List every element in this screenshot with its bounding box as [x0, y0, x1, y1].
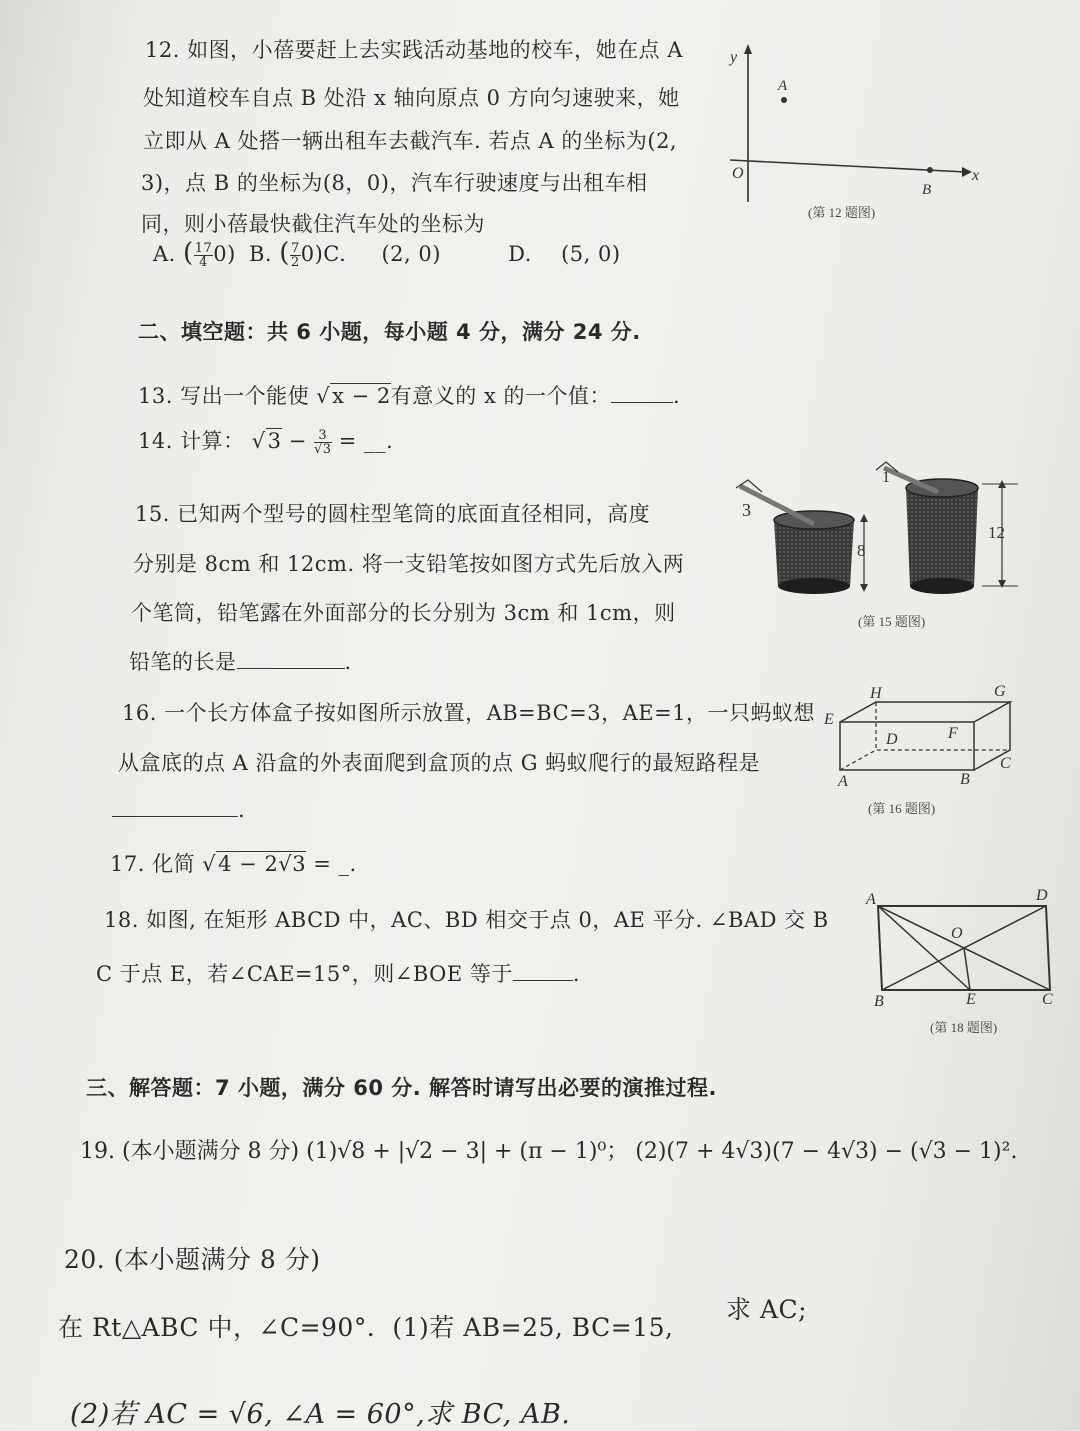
q16-label-f: F — [948, 725, 958, 742]
q12-coordinate-figure — [718, 40, 988, 230]
q14-prefix: 14. 计算： — [138, 429, 252, 453]
q12-line-3: 立即从 A 处搭一辆出租车去截汽车. 若点 A 的坐标为(2, — [143, 129, 678, 153]
q20-ask-ac: 求 AC; — [726, 1295, 808, 1324]
q13-prefix: 13. 写出一个能使 — [138, 384, 317, 408]
q12-o-label: O — [732, 165, 744, 182]
section-2-title: 二、填空题：共 6 小题，每小题 4 分，满分 24 分. — [138, 320, 641, 344]
q12-line-4: 3)，点 B 的坐标为(8，0)，汽车行驶速度与出租车相 — [141, 171, 648, 195]
q18-rectangle-figure — [858, 880, 1063, 1040]
q16-label-e: E — [824, 711, 834, 728]
q12-point-b — [927, 167, 933, 173]
q12-option-a-label: A. — [153, 242, 176, 266]
q12-options: A. ( $\frac{17}{4}$ 0) B. ( $\frac{7}{2}$ 0)C. (2, 0) D. (5, 0) — [153, 238, 621, 270]
q12-option-b-fraction: $\frac{7}{2}$ — [290, 241, 300, 270]
q16-answer-line: . — [112, 798, 245, 822]
q15-line-1: 15. 已知两个型号的圆柱型笔筒的底面直径相同，高度 — [135, 502, 651, 526]
q13-blank[interactable] — [611, 402, 673, 403]
q18-caption: (第 18 题图) — [930, 1020, 998, 1035]
q12-option-b-label: B. — [248, 242, 273, 266]
q12-option-c-value: (2, 0) — [381, 242, 441, 266]
q16-label-d: D — [886, 731, 898, 748]
tall-cup-1-label: 1 — [882, 469, 890, 486]
q17-prefix: 17. 化简 — [110, 852, 203, 876]
q15-line-4: 铅笔的长是 . — [129, 650, 352, 674]
q12-caption: (第 12 题图) — [808, 205, 876, 220]
q20-line-2: (2)若 AC = √6, ∠A = 60°,求 BC, AB. — [70, 1399, 571, 1430]
q18-line-1: 18. 如图, 在矩形 ABCD 中，AC、BD 相交于点 0，AE 平分. ∠BAD 交 B — [104, 908, 829, 932]
q16-line-2: 从盒底的点 A 沿盒的外表面爬到盒顶的点 G 蚂蚁爬行的最短路程是 — [118, 751, 761, 775]
tall-cup-base — [910, 578, 974, 594]
q12-point-a — [781, 97, 787, 103]
q12-x-arrow — [962, 167, 972, 177]
q18-label-o: O — [951, 925, 963, 942]
q16-line-1: 16. 一个长方体盒子按如图所示放置，AB=BC=3，AE=1，一只蚂蚁想 — [122, 701, 816, 725]
q17-radicand: 4 − 2√3 — [218, 852, 307, 876]
tall-cup-12-label: 12 — [988, 523, 1005, 542]
q12-line-1: 12. 如图，小蓓要赶上去实践活动基地的校车，她在点 A — [145, 38, 683, 62]
q18-label-a: A — [866, 891, 876, 908]
q18-label-e: E — [966, 991, 976, 1008]
q12-option-b-tail: 0)C. — [300, 242, 347, 266]
q12-a-label: A — [778, 78, 788, 94]
q16-blank[interactable] — [112, 816, 238, 817]
q16-label-a: A — [838, 773, 848, 790]
q12-option-a-tail: 0) — [213, 242, 236, 266]
q12-x-label: x — [972, 167, 980, 184]
q18-label-c: C — [1042, 991, 1053, 1008]
q16-caption: (第 16 题图) — [868, 801, 936, 816]
q14-line: 14. 计算： √3 − $\frac{3}{√3}$ = __. — [138, 428, 394, 457]
short-cup-rim — [774, 511, 854, 529]
q16-label-h: H — [870, 685, 882, 702]
tall-cup — [906, 488, 978, 592]
q20-line-1: 在 Rt△ABC 中，∠C=90°．(1)若 AB=25, BC=15, — [58, 1313, 674, 1342]
q15-line-3: 个笔筒，铅笔露在外面部分的长分别为 3cm 和 1cm，则 — [131, 601, 676, 625]
q16-cuboid-figure — [820, 680, 1030, 820]
q18-line-2: C 于点 E，若∠CAE=15°，则∠BOE 等于 . — [96, 962, 581, 986]
q14-sqrt3: 3 — [267, 429, 282, 453]
q13-line: 13. 写出一个能使 √x − 2有意义的 x 的一个值： . — [138, 384, 681, 408]
q12-b-label: B — [922, 182, 932, 198]
q18-blank[interactable] — [513, 980, 573, 981]
q12-y-label: y — [730, 49, 738, 66]
q16-label-b: B — [960, 771, 970, 788]
q14-tail: = __. — [331, 429, 394, 453]
q15-line-2: 分别是 8cm 和 12cm. 将一支铅笔按如图方式先后放入两 — [133, 552, 685, 576]
q14-fraction: $\frac{3}{√3}$ — [313, 428, 332, 457]
q12-y-arrow — [744, 44, 752, 54]
q15-pencil-cup-figure — [726, 458, 1036, 638]
short-cup-8-label: 8 — [857, 541, 866, 560]
short-cup-base — [778, 578, 850, 594]
q13-suffix: 有意义的 x 的一个值： — [390, 384, 611, 408]
q12-line-5: 同，则小蓓最快截住汽车处的坐标为 — [141, 212, 485, 236]
q18-label-d: D — [1036, 887, 1048, 904]
q12-line-2: 处知道校车自点 B 处沿 x 轴向原点 0 方向匀速驶来，她 — [143, 86, 680, 110]
q17-line: 17. 化简 √4 − 2√3 = _. — [110, 852, 357, 876]
q12-option-d-value: (5, 0) — [561, 242, 621, 266]
q18-label-b: B — [874, 993, 884, 1010]
q12-option-a-fraction: $\frac{17}{4}$ — [194, 241, 213, 270]
q13-radicand: x − 2 — [332, 384, 391, 408]
q16-label-c: C — [1000, 755, 1011, 772]
q12-option-d-label: D. — [508, 242, 532, 266]
short-cup-3-label: 3 — [742, 500, 751, 520]
q16-label-g: G — [994, 683, 1006, 700]
q15-blank[interactable] — [237, 668, 345, 669]
q19-line: 19. (本小题满分 8 分) (1)√8 + |√2 − 3| + (π − 1)⁰； (2)(7 + 4√3)(7 − 4√3) − (√3 − 1)². — [80, 1139, 1018, 1164]
q20-header: 20. (本小题满分 8 分) — [64, 1245, 321, 1274]
section-3-title: 三、解答题：7 小题，满分 60 分. 解答时请写出必要的演推过程. — [86, 1076, 718, 1100]
q15-caption: (第 15 题图) — [858, 614, 926, 629]
q17-tail: = _. — [306, 852, 357, 876]
